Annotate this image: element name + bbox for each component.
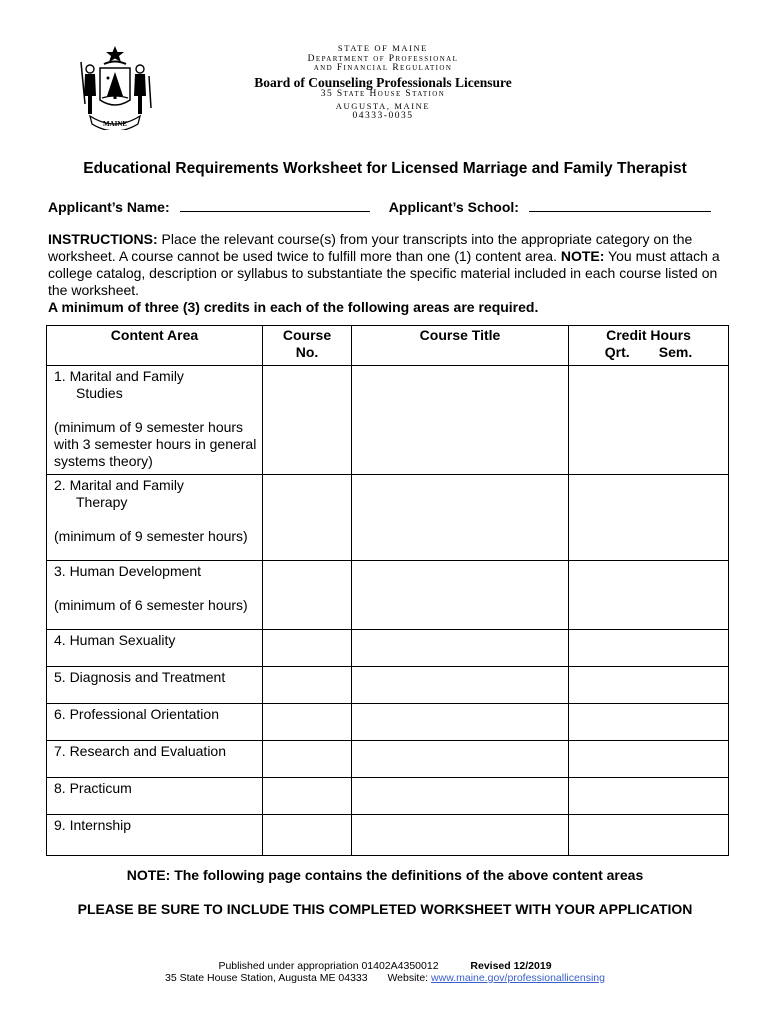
table-row [47, 667, 729, 704]
content-area-cell: 4. Human Sexuality [47, 630, 263, 667]
table-row [47, 741, 729, 778]
city-address: AUGUSTA, MAINE [335, 100, 431, 111]
course-title-cell[interactable] [352, 778, 569, 815]
course-no-cell[interactable] [263, 704, 352, 741]
department-line-1: Department of Professional [307, 53, 459, 64]
table-header-row [47, 326, 729, 366]
board-name: Board of Counseling Professionals Licensure [254, 74, 512, 90]
footer [0, 960, 770, 984]
course-no-cell[interactable] [263, 366, 352, 475]
applicant-name-label: Applicant’s Name: [48, 199, 170, 215]
letterhead [228, 44, 538, 122]
header-content-area: Content Area [47, 326, 263, 366]
course-title-cell[interactable] [352, 815, 569, 856]
instructions-block [48, 231, 728, 316]
svg-text:MAINE: MAINE [102, 120, 128, 128]
instructions-text: Place the relevant course(s) from your transcripts into the appropriate category on the worksheet. A course cannot be used twice to fulfill more than one (1) content area. [48, 231, 693, 264]
content-area-cell: 8. Practicum [47, 778, 263, 815]
table-row [47, 630, 729, 667]
header-course-no: Course No. [263, 326, 352, 366]
content-area-cell: 9. Internship [47, 815, 263, 856]
table-row [47, 704, 729, 741]
applicant-school-label: Applicant’s School: [388, 199, 519, 215]
course-title-cell[interactable] [352, 667, 569, 704]
credit-hours-cell[interactable] [569, 667, 729, 704]
table-row [47, 778, 729, 815]
header-credit-hours: Credit Hours Qrt. Sem. [569, 326, 729, 366]
table-row [47, 366, 729, 475]
course-title-cell[interactable] [352, 630, 569, 667]
credit-hours-cell[interactable] [569, 704, 729, 741]
state-seal-icon [76, 44, 154, 130]
applicant-fields [48, 197, 711, 215]
content-area-cell: 2. Marital and Family Therapy (minimum of 9 semester hours) [47, 475, 263, 561]
include-worksheet-notice: PLEASE BE SURE TO INCLUDE THIS COMPLETED WORKSHEET WITH YOUR APPLICATION [77, 901, 693, 917]
worksheet-table [46, 325, 729, 856]
course-title-cell[interactable] [352, 366, 569, 475]
course-title-cell[interactable] [352, 475, 569, 561]
website-link[interactable]: www.maine.gov/professionallicensing [431, 972, 605, 984]
course-title-cell[interactable] [352, 561, 569, 630]
credit-hours-cell[interactable] [569, 561, 729, 630]
instructions-label: INSTRUCTIONS: [48, 231, 158, 247]
course-no-cell[interactable] [263, 741, 352, 778]
content-area-cell: 5. Diagnosis and Treatment [47, 667, 263, 704]
course-title-cell[interactable] [352, 704, 569, 741]
course-no-cell[interactable] [263, 778, 352, 815]
state-name: STATE OF MAINE [337, 43, 429, 53]
footer-address: 35 State House Station, Augusta ME 04333 [165, 972, 368, 984]
table-row [47, 815, 729, 856]
course-no-cell[interactable] [263, 630, 352, 667]
content-area-cell: 6. Professional Orientation [47, 704, 263, 741]
credit-hours-cell[interactable] [569, 741, 729, 778]
credit-hours-cell[interactable] [569, 366, 729, 475]
credit-hours-cell[interactable] [569, 778, 729, 815]
table-row [47, 561, 729, 630]
course-no-cell[interactable] [263, 815, 352, 856]
definitions-note: NOTE: The following page contains the definitions of the above content areas [126, 867, 644, 883]
course-no-cell[interactable] [263, 475, 352, 561]
content-area-cell: 1. Marital and Family Studies (minimum of 9 semester hours with 3 semester hours in general systems theory) [47, 366, 263, 475]
course-no-cell[interactable] [263, 561, 352, 630]
header-course-title: Course Title [352, 326, 569, 366]
credit-hours-cell[interactable] [569, 815, 729, 856]
content-area-cell: 7. Research and Evaluation [47, 741, 263, 778]
website-label: Website: [387, 972, 429, 984]
credit-hours-cell[interactable] [569, 630, 729, 667]
department-line-2: and Financial Regulation [313, 63, 453, 73]
credit-hours-cell[interactable] [569, 475, 729, 561]
instructions-note-label: NOTE: [560, 248, 605, 264]
revised-date: Revised 12/2019 [470, 960, 552, 972]
table-row [47, 475, 729, 561]
content-area-cell: 3. Human Development (minimum of 6 semester hours) [47, 561, 263, 630]
appropriation-text: Published under appropriation 01402A4350012 [218, 960, 439, 972]
minimum-credits-text: A minimum of three (3) credits in each of the following areas are required. [48, 299, 539, 315]
instructions-note-text: You must attach a college catalog, description or syllabus to substantiate the specific material included in each course listed on the worksheet. [48, 248, 720, 298]
worksheet-title: Educational Requirements Worksheet for Licensed Marriage and Family Therapist [83, 160, 687, 177]
applicant-school-field[interactable] [529, 197, 711, 212]
station-address: 35 State House Station [320, 89, 446, 99]
applicant-name-field[interactable] [180, 197, 370, 212]
course-title-cell[interactable] [352, 741, 569, 778]
zip-code: 04333-0035 [352, 111, 414, 121]
course-no-cell[interactable] [263, 667, 352, 704]
